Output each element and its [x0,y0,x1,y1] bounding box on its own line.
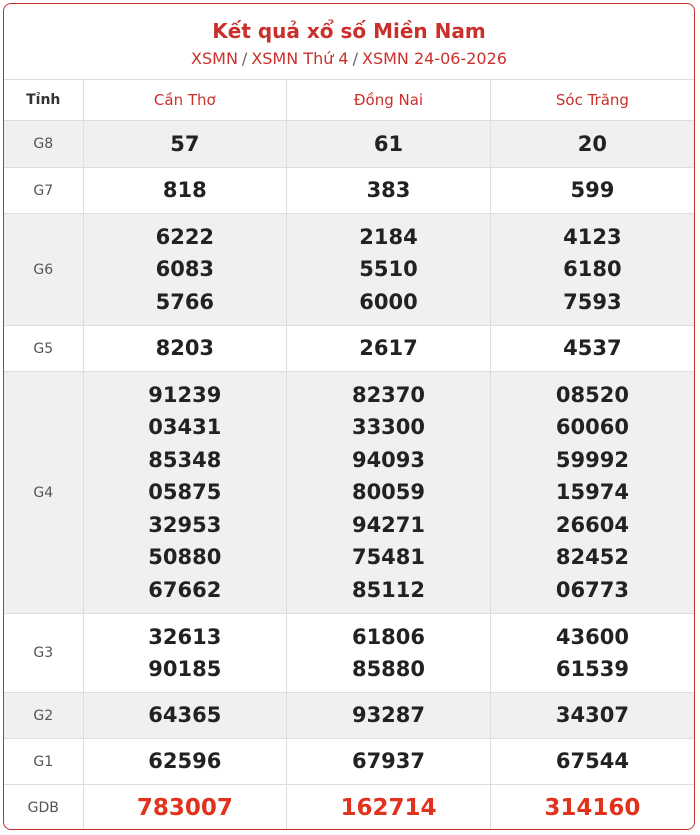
special-prize-number: 314160 [544,794,641,821]
prize-number: 6083 [155,257,215,282]
prize-number: 2617 [359,336,418,361]
results-card [3,3,695,830]
result-cell [83,614,287,693]
result-cell [287,372,491,614]
result-cell [490,372,694,614]
prize-number: 61539 [555,657,629,681]
prize-number: 26604 [555,512,629,537]
prize-label: G4 [4,372,83,614]
prize-number: 5510 [359,257,418,282]
prize-number: 60060 [555,415,629,440]
prize-number: 57 [170,131,200,156]
table-row [4,121,694,168]
prize-label: G3 [4,614,83,693]
prize-number: 94271 [351,512,426,537]
prize-label: G5 [4,326,83,372]
result-cell [287,739,491,785]
prize-number: 94093 [351,447,426,472]
table-row [4,372,694,614]
result-cell [490,614,694,693]
prize-number: 67544 [555,749,629,774]
table-header-row [4,80,694,121]
result-cell [83,372,287,614]
result-cell [287,785,491,831]
prize-number: 383 [366,178,411,203]
prize-number: 91239 [148,382,222,407]
result-cell [287,168,491,214]
prize-number: 15974 [555,480,629,505]
prize-number: 82452 [555,545,629,570]
table-row [4,785,694,831]
result-cell [287,214,491,326]
prize-label: GDB [4,785,83,831]
result-cell [83,214,287,326]
prize-label: G1 [4,739,83,785]
table-row [4,168,694,214]
page-title: Kết quả xổ số Miền Nam [212,19,486,43]
prize-number: 4537 [563,336,622,361]
breadcrumb [4,48,694,70]
special-prize-number: 162714 [340,794,437,821]
result-cell [490,214,694,326]
prize-number: 43600 [555,624,629,649]
prize-number: 32953 [148,512,222,537]
prize-number: 67662 [148,577,222,602]
prize-number: 59992 [555,447,629,472]
table-row [4,693,694,739]
prize-number: 85112 [351,577,426,602]
breadcrumb-link-xsmn-date[interactable]: XSMN 24-06-2026 [362,49,507,68]
result-cell [287,693,491,739]
prize-number: 05875 [148,480,222,505]
result-cell [490,121,694,168]
prize-number: 50880 [148,545,222,570]
prize-label: G2 [4,693,83,739]
prize-number: 2184 [359,224,418,249]
prize-label: G8 [4,121,83,168]
table-row [4,739,694,785]
prize-number: 64365 [148,703,222,728]
prize-number: 90185 [148,657,222,681]
prize-number: 06773 [555,577,629,602]
table-row [4,326,694,372]
prize-number: 85348 [148,447,222,472]
result-cell [83,121,287,168]
prize-number: 4123 [563,224,622,249]
prize-number: 80059 [351,480,426,505]
result-cell [287,121,491,168]
result-cell [83,785,287,831]
column-header-province-1[interactable]: Cần Thơ [83,80,287,121]
results-header [4,4,694,79]
result-cell [287,326,491,372]
result-cell [287,614,491,693]
prize-number: 61 [373,131,404,156]
prize-number: 7593 [563,289,622,314]
result-cell [490,739,694,785]
result-cell [490,326,694,372]
special-prize-number: 783007 [136,794,233,821]
prize-number: 03431 [148,415,222,440]
column-header-province: Tỉnh [4,80,83,121]
column-header-province-2[interactable]: Đồng Nai [287,80,491,121]
prize-number: 85880 [351,657,426,681]
result-cell [490,693,694,739]
result-cell [490,168,694,214]
prize-number: 82370 [351,382,426,407]
result-cell [83,693,287,739]
prize-number: 08520 [555,382,629,407]
prize-label: G7 [4,168,83,214]
prize-number: 818 [162,178,207,203]
prize-number: 75481 [351,545,426,570]
table-row [4,614,694,693]
breadcrumb-link-xsmn[interactable]: XSMN [191,49,238,68]
result-cell [490,785,694,831]
prize-number: 33300 [351,415,426,440]
prize-number: 93287 [351,703,426,728]
prize-number: 34307 [555,703,629,728]
prize-number: 6222 [155,224,215,249]
result-cell [83,168,287,214]
prize-number: 6180 [563,257,622,282]
prize-number: 32613 [148,624,222,649]
results-table [4,79,694,830]
breadcrumb-separator: / [241,49,248,68]
prize-number: 62596 [148,749,222,774]
result-cell [83,739,287,785]
breadcrumb-separator: / [352,49,358,68]
result-cell [83,326,287,372]
prize-number: 8203 [155,336,215,361]
prize-number: 61806 [351,624,426,649]
prize-number: 6000 [359,289,418,314]
prize-label: G6 [4,214,83,326]
column-header-province-3[interactable]: Sóc Trăng [490,80,694,121]
prize-number: 599 [570,178,615,203]
table-row [4,214,694,326]
breadcrumb-link-xsmn-weekday[interactable]: XSMN Thứ 4 [251,49,349,68]
prize-number: 20 [577,131,608,156]
prize-number: 5766 [155,289,215,314]
prize-number: 67937 [351,749,426,774]
